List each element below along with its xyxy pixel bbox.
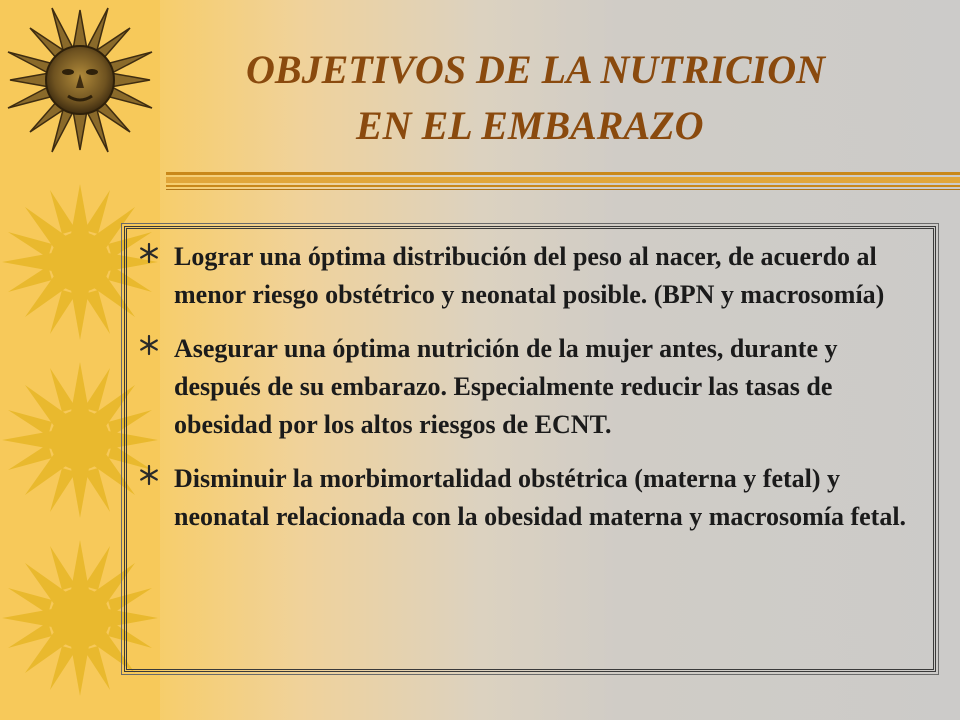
slide-title-line-1: OBJETIVOS DE LA NUTRICION — [246, 47, 826, 92]
slide-title-line-2: EN EL EMBARAZO — [356, 103, 704, 148]
list-item-text: Lograr una óptima distribución del peso al nacer, de acuerdo al menor riesgo obstétrico y neonatal posible. (BPN y macrosomía) — [174, 242, 885, 309]
objectives-list — [136, 238, 926, 552]
slide-title — [160, 42, 960, 154]
asterisk-star-icon — [138, 334, 160, 356]
list-item — [136, 330, 926, 444]
list-item — [136, 460, 926, 536]
asterisk-star-icon — [138, 464, 160, 486]
title-divider-rule — [166, 170, 960, 192]
asterisk-star-icon — [138, 242, 160, 264]
list-item-text: Disminuir la morbimortalidad obstétrica (materna y fetal) y neonatal relacionada con la obesidad materna y macrosomía fetal. — [174, 464, 907, 531]
list-item — [136, 238, 926, 314]
list-item-text: Asegurar una óptima nutrición de la mujer antes, durante y después de su embarazo. Especialmente reducir las tasas de obesidad por los altos riesgos de ECNT. — [174, 334, 838, 439]
sun-face-icon — [8, 8, 152, 152]
